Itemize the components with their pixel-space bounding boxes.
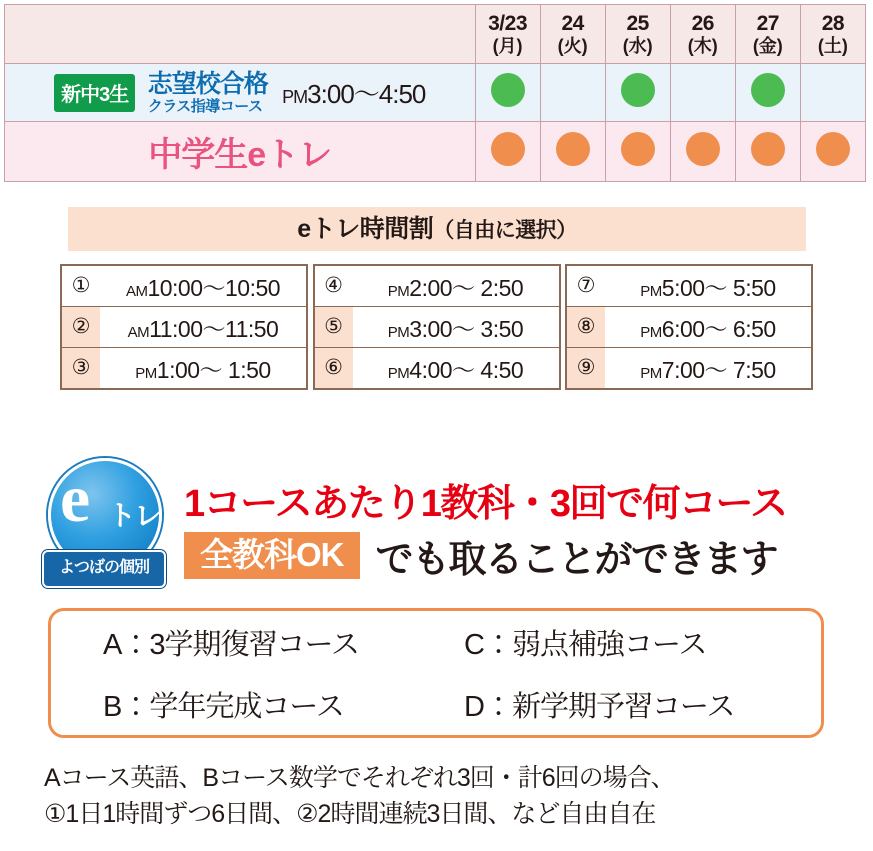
timetable-title [68,207,806,251]
orange-dot-icon [686,132,720,166]
schedule-header-blank [5,5,476,64]
logo-ribbon-label: よつばの個別 [42,550,166,588]
schedule-cell [540,64,605,122]
slot-time [605,270,811,303]
day-weekday: (木) [687,35,718,56]
green-dot-icon [621,73,655,107]
course-grid [51,611,821,735]
slot-number: ⑨ [567,348,605,388]
schedule-cell [670,122,735,182]
day-weekday: (火) [557,35,588,56]
course-name [147,69,268,115]
timetable-column [565,264,813,390]
slot-time [605,352,811,385]
course-name-sub: クラス指導コース [147,97,263,115]
schedule-cell [475,64,540,122]
slot-number: ⑤ [315,307,353,347]
slot-number: ④ [315,266,353,306]
timetable-slot[interactable] [315,348,559,388]
footer-note [44,760,844,833]
course-list-box [48,608,824,738]
slot-time-value: 11:00〜11:50 [149,315,279,342]
slot-number: ⑧ [567,307,605,347]
timetable-columns [60,264,813,390]
timetable-column [313,264,561,390]
schedule-cell [735,122,800,182]
course-item-b: B：学年完成コース [103,690,344,723]
orange-dot-icon [556,132,590,166]
timetable-slot[interactable] [567,348,811,388]
table-row-etore [5,122,866,182]
orange-dot-icon [491,132,525,166]
slot-time [100,311,306,344]
slot-time [100,352,306,385]
footer-note-line-1: Aコース英語、Bコース数学でそれぞれ3回・計6回の場合、 [44,764,675,792]
slot-time [353,270,559,303]
schedule-cell [670,64,735,122]
class-course-label-cell [5,64,476,122]
orange-dot-icon [816,132,850,166]
day-weekday: (金) [752,35,783,56]
schedule-cell [605,64,670,122]
slot-time-value: 5:00〜 5:50 [661,274,776,301]
etore-logo [42,458,162,588]
slot-number: ① [62,266,100,306]
course-item-d: D：新学期予習コース [464,690,735,723]
headline-line-2-wrap [184,528,777,583]
slot-time-value: 4:00〜 4:50 [409,356,524,383]
slot-time-value: 3:00〜 3:50 [409,315,524,342]
timetable-title-main: eトレ時間割 [297,215,434,243]
slot-time-value: 2:00〜 2:50 [409,274,524,301]
slot-time-value: 1:00〜 1:50 [156,356,271,383]
slot-time [353,311,559,344]
day-date: 3/23 [488,11,527,35]
slot-time [100,270,306,303]
course-time [282,74,425,111]
schedule-table [4,4,866,182]
slot-number: ⑥ [315,348,353,388]
footer-note-line-2: ①1日1時間ずつ6日間、②2時間連続3日間、など自由自在 [44,800,656,829]
timetable-slot[interactable] [62,266,306,307]
course-item-c: C：弱点補強コース [464,628,707,661]
orange-dot-icon [621,132,655,166]
slot-ampm: AM [127,323,150,341]
day-date: 28 [821,11,845,35]
schedule-header-day [605,5,670,64]
slot-time [353,352,559,385]
day-date: 26 [691,11,714,35]
slot-number: ③ [62,348,100,388]
schedule-header-day [735,5,800,64]
schedule-header-row [5,5,866,64]
table-row-class-course [5,64,866,122]
green-dot-icon [751,73,785,107]
timetable-slot[interactable] [62,307,306,348]
timetable-title-note: （自由に選択） [433,219,577,242]
timetable-column [60,264,308,390]
orange-dot-icon [751,132,785,166]
course-time-ampm: PM [282,87,308,107]
headline-line-1: 1コースあたり1教科・3回で何コース [184,483,787,525]
day-weekday: (土) [817,35,848,56]
slot-ampm: AM [125,282,148,300]
slot-ampm: PM [387,323,410,341]
logo-letter-tore: トレ [108,500,161,531]
schedule-header-day [475,5,540,64]
schedule-header-day [540,5,605,64]
all-subjects-badge: 全教科OK [184,532,360,579]
schedule-header-day [670,5,735,64]
slot-number: ⑦ [567,266,605,306]
course-item-a: A：3学期復習コース [103,628,360,661]
green-dot-icon [491,73,525,107]
schedule-cell [735,64,800,122]
logo-letter-e: e [60,460,91,536]
timetable-slot[interactable] [62,348,306,388]
timetable-slot[interactable] [315,307,559,348]
schedule-cell [540,122,605,182]
schedule-cell [800,122,865,182]
course-time-value: 3:00〜4:50 [307,79,426,109]
day-weekday: (月) [492,35,523,56]
day-date: 24 [561,11,584,35]
slot-number: ② [62,307,100,347]
timetable-slot[interactable] [567,266,811,307]
headline-line-2: でも取ることができます [375,539,778,581]
slot-time-value: 10:00〜10:50 [147,274,281,301]
slot-ampm: PM [640,323,662,341]
slot-ampm: PM [135,364,157,382]
slot-time-value: 7:00〜 7:50 [661,356,776,383]
schedule-cell [800,64,865,122]
course-name-main: 志望校合格 [147,69,268,98]
slot-ampm: PM [640,282,662,300]
slot-ampm: PM [387,364,410,382]
status-badge: 新中3生 [54,74,135,112]
slot-ampm: PM [640,364,662,382]
slot-time [605,311,811,344]
etore-label-cell: 中学生eトレ [5,122,476,182]
schedule-cell [475,122,540,182]
day-weekday: (水) [622,35,653,56]
slot-ampm: PM [387,282,410,300]
day-date: 27 [756,11,779,35]
schedule-header-day [800,5,865,64]
timetable-slot[interactable] [315,266,559,307]
timetable-slot[interactable] [567,307,811,348]
day-date: 25 [626,11,649,35]
schedule-cell [605,122,670,182]
slot-time-value: 6:00〜 6:50 [661,315,776,342]
